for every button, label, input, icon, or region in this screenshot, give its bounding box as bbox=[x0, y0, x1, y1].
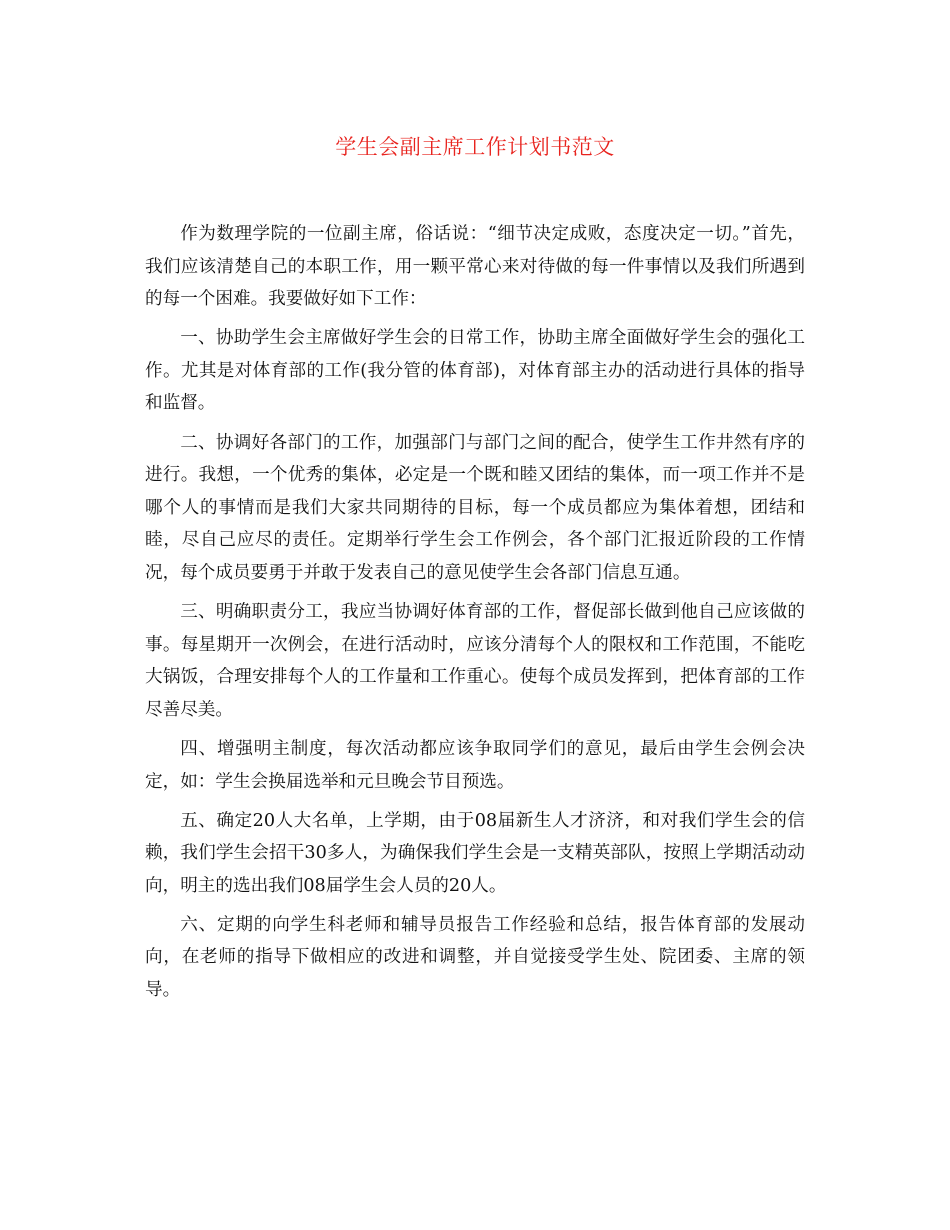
paragraph-item-4: 四、增强明主制度，每次活动都应该争取同学们的意见，最后由学生会例会决定，如：学生会换届选举和元旦晚会节目预选。 bbox=[145, 738, 805, 792]
paragraph-item-6: 六、定期的向学生科老师和辅导员报告工作经验和总结，报告体育部的发展动向，在老师的指导下做相应的改进和调整，并自觉接受学生处、院团委、主席的领导。 bbox=[145, 914, 805, 1001]
paragraph-intro: 作为数理学院的一位副主席，俗话说：“细节决定成败，态度决定一切。”首先，我们应该清楚自己的本职工作，用一颗平常心来对待做的每一件事情以及我们所遇到的每一个困难。我要做好如下工作： bbox=[145, 224, 805, 310]
document-body bbox=[145, 218, 805, 1013]
paragraph-item-5: 五、确定20人大名单，上学期，由于08届新生人才济济，和对我们学生会的信赖，我们学生会招干30多人，为确保我们学生会是一支精英部队，按照上学期活动动向，明主的选出我们08届学生会人员的20人。 bbox=[145, 810, 805, 896]
paragraph-item-2: 二、协调好各部门的工作，加强部门与部门之间的配合，使学生工作井然有序的进行。我想，一个优秀的集体，必定是一个既和睦又团结的集体，而一项工作并不是哪个人的事情而是我们大家共同期待的目标，每一个成员都应为集体着想，团结和睦，尽自己应尽的责任。定期举行学生会工作例会，各个部门汇报近阶段的工作情况，每个成员要勇于并敢于发表自己的意见使学生会各部门信息互通。 bbox=[145, 432, 805, 583]
paragraph-item-1: 一、协助学生会主席做好学生会的日常工作，协助主席全面做好学生会的强化工作。尤其是对体育部的工作(我分管的体育部)，对体育部主办的活动进行具体的指导和监督。 bbox=[145, 328, 805, 414]
paragraph-item-3: 三、明确职责分工，我应当协调好体育部的工作，督促部长做到他自己应该做的事。每星期开一次例会，在进行活动时，应该分清每个人的限权和工作范围，不能吃大锅饭，合理安排每个人的工作量和工作重心。使每个成员发挥到，把体育部的工作尽善尽美。 bbox=[145, 602, 805, 720]
document-title: 学生会副主席工作计划书范文 bbox=[335, 135, 615, 159]
